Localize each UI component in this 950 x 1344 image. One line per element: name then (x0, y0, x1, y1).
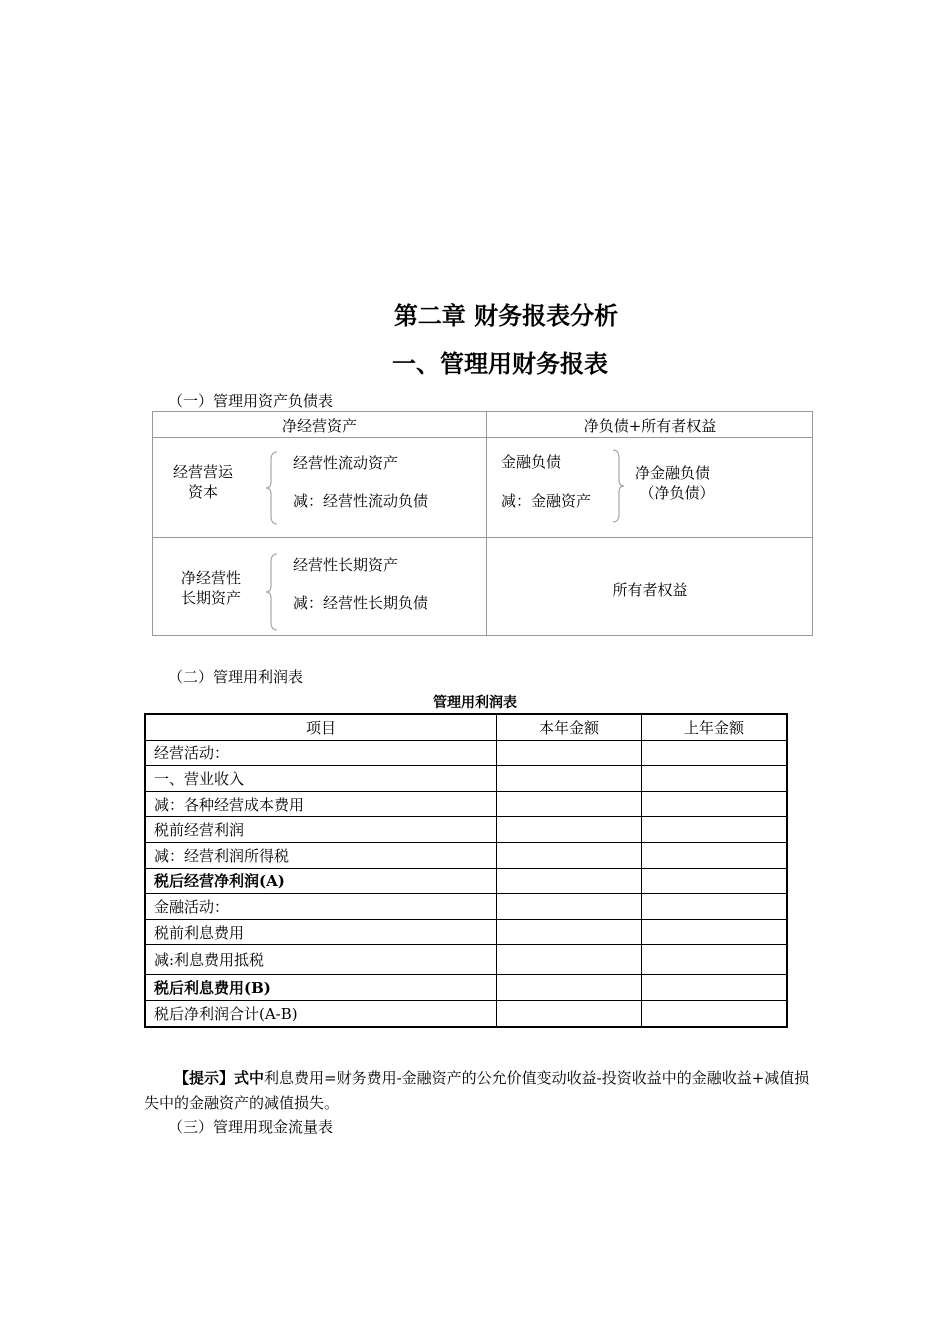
right-brace-icon (611, 448, 625, 524)
income-statement-table (144, 713, 788, 1028)
cash-flow-caption: （三）管理用现金流量表 (168, 1118, 334, 1136)
net-liabilities-paren: （净负债） (639, 484, 715, 502)
income-statement-caption: （二）管理用利润表 (168, 668, 304, 686)
table-row (145, 1000, 787, 1026)
table-row (145, 945, 787, 975)
header-net-liabilities-equity: 净负债+所有者权益 (583, 417, 717, 435)
table-row (145, 919, 787, 945)
net-financial-liabilities: 净金融负债 (635, 464, 711, 482)
left-brace-icon (265, 552, 279, 632)
financial-liabilities: 金融负债 (501, 453, 562, 471)
row-label: 税后净利润合计(A-B) (145, 1000, 497, 1026)
income-table-title: 管理用利润表 (433, 695, 517, 711)
table-row (145, 817, 787, 843)
operating-long-term-assets: 经营性长期资产 (293, 556, 399, 574)
less-operating-long-term-liabilities: 减：经营性长期负债 (293, 594, 429, 612)
table-row (145, 868, 787, 894)
balance-sheet-caption: （一）管理用资产负债表 (168, 392, 334, 410)
table-row (145, 842, 787, 868)
row-label: 一、营业收入 (145, 766, 497, 792)
table-row (145, 740, 787, 766)
column-header-prior-year: 上年金额 (642, 714, 788, 740)
row-label: 税后经营净利润(A) (145, 868, 497, 894)
working-capital-label: 经营营运资本 (172, 463, 233, 501)
less-financial-assets: 减：金融资产 (501, 492, 592, 510)
table-row (145, 766, 787, 792)
row-label: 金融活动： (145, 894, 497, 920)
operating-current-assets: 经营性流动资产 (293, 454, 399, 472)
row-label: 减:利息费用抵税 (145, 945, 497, 975)
tip-label: 【提示】式中 (174, 1069, 265, 1087)
row-label: 税前利息费用 (145, 919, 497, 945)
tip-text: 利息费用=财务费用-金融资产的公允价值变动收益-投资收益中的金融收益+减值损失中的金融资产的减值损失。 (144, 1069, 810, 1112)
left-brace-icon (265, 450, 279, 526)
row-label: 税前经营利润 (145, 817, 497, 843)
row-label: 减：经营利润所得税 (145, 842, 497, 868)
table-row (145, 975, 787, 1001)
header-net-operating-assets: 净经营资产 (281, 417, 357, 435)
chapter-title: 第二章 财务报表分析 (393, 302, 619, 330)
table-header-row (145, 714, 787, 740)
owners-equity: 所有者权益 (612, 581, 688, 599)
row-label: 税后利息费用(B) (145, 975, 497, 1001)
table-row (145, 894, 787, 920)
balance-sheet-table (152, 411, 813, 636)
section-title: 一、管理用财务报表 (392, 350, 608, 378)
less-operating-current-liabilities: 减：经营性流动负债 (293, 492, 429, 510)
column-header-item: 项目 (145, 714, 497, 740)
column-header-current-year: 本年金额 (497, 714, 642, 740)
row-label: 减：各种经营成本费用 (145, 791, 497, 817)
table-row (145, 791, 787, 817)
tip-paragraph (144, 1066, 814, 1116)
net-operating-long-term-assets-label: 净经营性长期资产 (181, 569, 242, 607)
row-label: 经营活动： (145, 740, 497, 766)
